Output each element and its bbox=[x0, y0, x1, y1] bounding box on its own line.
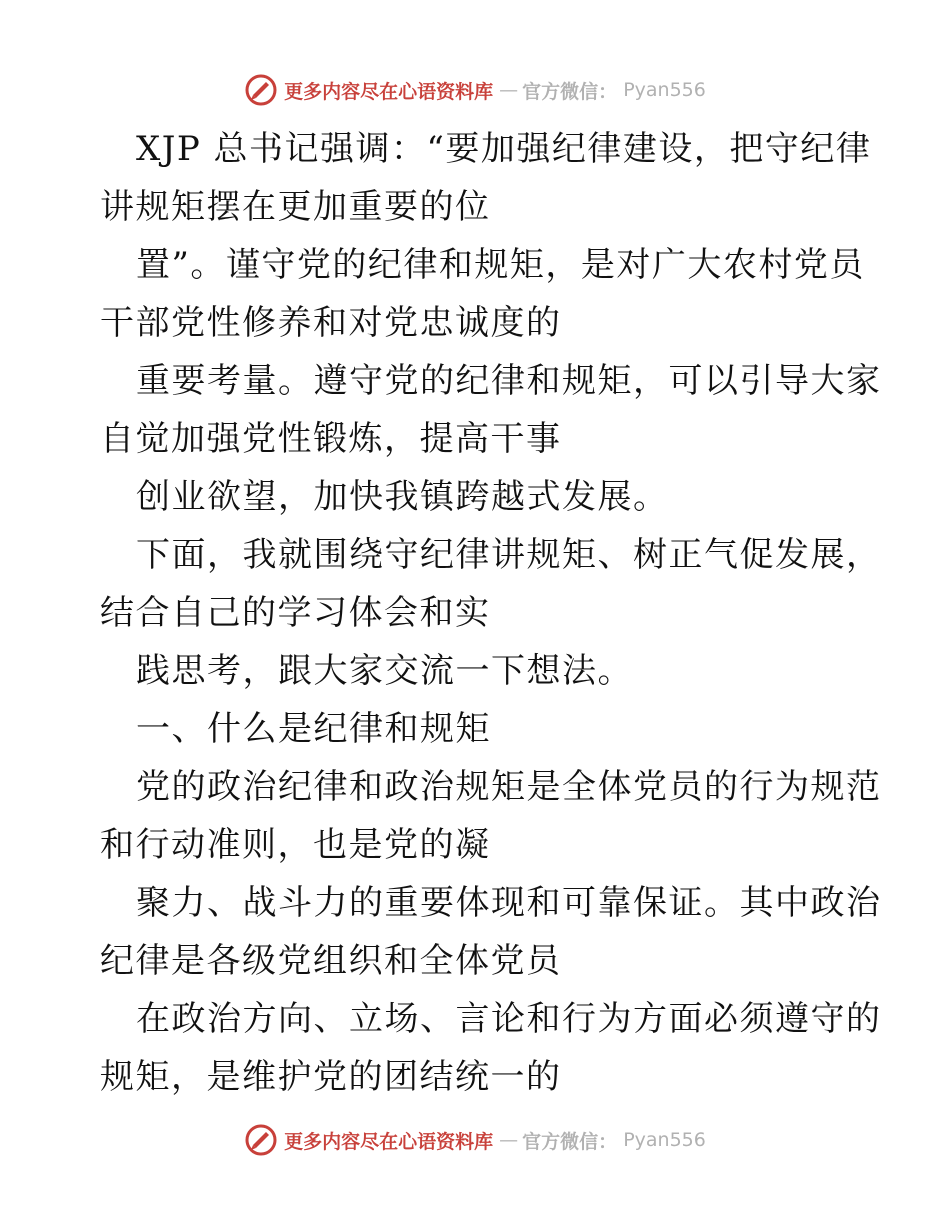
section-heading: 一、什么是纪律和规矩 bbox=[136, 709, 491, 749]
footer-watermark-banner bbox=[0, 1120, 950, 1160]
banner-title: 更多内容尽在心语资料库 bbox=[284, 80, 494, 103]
text-line: 结合自己的学习体会和实 bbox=[100, 593, 491, 633]
text-line: 下面，我就围绕守纪律讲规矩、树正气促发展， bbox=[136, 535, 882, 575]
text-line: 自觉加强党性锻炼，提高干事 bbox=[100, 419, 562, 459]
banner-official-label: 官方微信： bbox=[522, 1130, 618, 1153]
banner-wechat-id: Pyan556 bbox=[623, 1129, 706, 1151]
pen-logo-icon bbox=[244, 1123, 278, 1157]
text-line: 干部党性修养和对党忠诚度的 bbox=[100, 303, 562, 343]
banner-wechat-id: Pyan556 bbox=[623, 79, 706, 101]
banner-separator: — bbox=[499, 1129, 517, 1151]
text-line: 讲规矩摆在更加重要的位 bbox=[100, 187, 491, 227]
text-line: 践思考，跟大家交流一下想法。 bbox=[136, 651, 633, 691]
text-line: XJP 总书记强调：“要加强纪律建设，把守纪律 bbox=[136, 129, 872, 169]
text-line: 创业欲望，加快我镇跨越式发展。 bbox=[136, 477, 669, 517]
banner-title: 更多内容尽在心语资料库 bbox=[284, 1130, 494, 1153]
text-line: 党的政治纪律和政治规矩是全体党员的行为规范 bbox=[136, 767, 882, 807]
text-line: 置”。谨守党的纪律和规矩，是对广大农村党员 bbox=[136, 245, 865, 285]
text-line: 纪律是各级党组织和全体党员 bbox=[100, 941, 562, 981]
header-watermark-banner bbox=[0, 70, 950, 110]
text-line: 聚力、战斗力的重要体现和可靠保证。其中政治 bbox=[136, 883, 882, 923]
text-line: 规矩，是维护党的团结统一的 bbox=[100, 1057, 562, 1097]
text-line: 和行动准则，也是党的凝 bbox=[100, 825, 491, 865]
text-line: 重要考量。遵守党的纪律和规矩，可以引导大家 bbox=[136, 361, 882, 401]
banner-official-label: 官方微信： bbox=[522, 80, 618, 103]
pen-logo-icon bbox=[244, 73, 278, 107]
banner-separator: — bbox=[499, 79, 517, 101]
document-body bbox=[100, 120, 882, 1106]
text-line: 在政治方向、立场、言论和行为方面必须遵守的 bbox=[136, 999, 882, 1039]
